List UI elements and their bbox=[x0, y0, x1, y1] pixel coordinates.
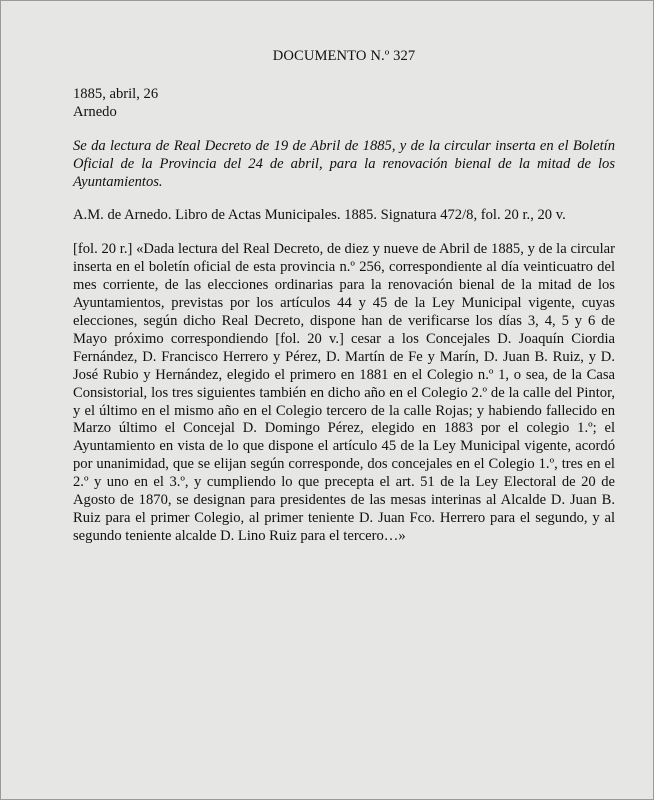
document-date: 1885, abril, 26 bbox=[73, 85, 159, 102]
document-place: Arnedo bbox=[73, 103, 117, 120]
document-source: A.M. de Arnedo. Libro de Actas Municipales. 1885. Signatura 472/8, fol. 20 r., 20 v. bbox=[73, 207, 566, 224]
document-title: DOCUMENTO N.º 327 bbox=[272, 48, 416, 64]
document-content bbox=[73, 48, 615, 546]
document-body: [fol. 20 r.] «Dada lectura del Real Decreto, de diez y nueve de Abril de 1885, y de la circular inserta en el boletín oficial de esta provincia n.º 256, correspondiente al día veinticuatro del mes corriente, de las elecciones ordinarias para la renovación bienal de la mitad de los Ayuntamientos, previstas por los artículos 44 y 45 de la Ley Municipal vigente, cuyas elecciones, según dicho Real Decreto, dispone han de verificarse los días 3, 4, 5 y 6 de Mayo próximo correspondiendo [fol. 20 v.] cesar a los Concejales D. Joaquín Ciordia Fernández, D. Francisco Herrero y Pérez, D. Martín de Fe y Marín, D. Juan B. Ruiz, y D. José Rubio y Hernández, elegido el primero en 1881 en el Colegio n.º 1, o sea, de la Casa Consistorial, los tres siguientes también en dicho año en el Colegio 2.º de la calle del Pintor, y el último en el mismo año en el Colegio tercero de la calle Rojas; y habiendo fallecido en Marzo último el Concejal D. Domingo Pérez, elegido en 1883 por el colegio 1.º; el Ayuntamiento en vista de lo que dispone el artículo 45 de la Ley Municipal vigente, acordó por unanimidad, que se elijan según corresponde, dos concejales en el Colegio 1.º, tres en el 2.º y uno en el 3.º, y cumpliendo lo que precepta el art. 51 de la Ley Electoral de 20 de Agosto de 1870, se designan para presidentes de las mesas interinas al Alcalde D. Juan B. Ruiz para el primer Colegio, al primer teniente D. Juan Fco. Herrero para el segundo, y al segundo teniente alcalde D. Lino Ruiz para el tercero…» bbox=[73, 241, 615, 544]
document-summary: Se da lectura de Real Decreto de 19 de Abril de 1885, y de la circular inserta en el Boletín Oficial de la Provincia del 24 de abril, para la renovación bienal de la mitad de los Ayuntamientos. bbox=[73, 137, 615, 190]
